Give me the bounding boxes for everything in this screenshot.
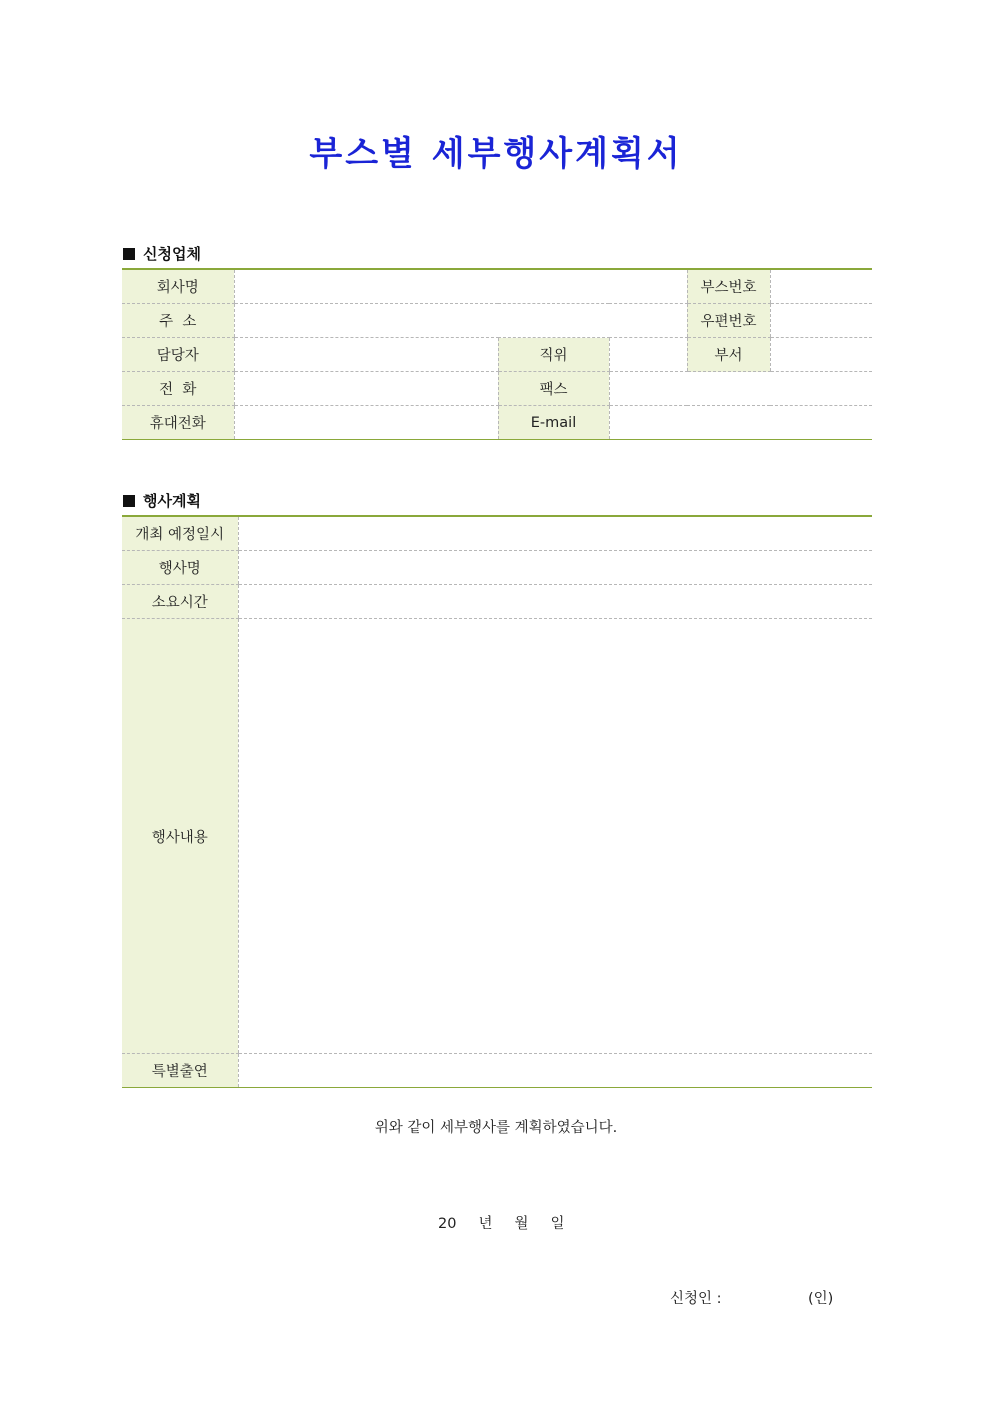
phone-label: 전 화 [122, 372, 234, 406]
table-row [122, 269, 872, 304]
event-name-label: 행사명 [122, 551, 238, 585]
table-row [122, 551, 872, 585]
table-row [122, 406, 872, 440]
postal-field[interactable] [770, 304, 872, 338]
fax-field[interactable] [609, 372, 872, 406]
year-label: 년 [478, 1216, 493, 1232]
address-label: 주 소 [122, 304, 234, 338]
special-guest-field[interactable] [238, 1054, 872, 1088]
position-field[interactable] [609, 338, 687, 372]
postal-label: 우편번호 [687, 304, 770, 338]
event-heading-text: 행사계획 [143, 492, 201, 510]
mobile-label: 휴대전화 [122, 406, 234, 440]
section-heading-event [123, 490, 201, 511]
signature-line [670, 1287, 834, 1308]
applicant-heading-text: 신청업체 [143, 245, 201, 263]
applicant-signature-label: 신청인 : [670, 1291, 722, 1307]
event-table [122, 515, 872, 1088]
contact-field[interactable] [234, 338, 498, 372]
address-field[interactable] [234, 304, 687, 338]
applicant-table [122, 268, 872, 440]
square-bullet-icon [123, 248, 135, 260]
table-row [122, 1054, 872, 1088]
table-row [122, 372, 872, 406]
square-bullet-icon [123, 495, 135, 507]
email-label: E-mail [498, 406, 609, 440]
month-label: 월 [514, 1216, 529, 1232]
event-content-label: 행사내용 [122, 619, 238, 1054]
booth-no-field[interactable] [770, 269, 872, 304]
event-name-field[interactable] [238, 551, 872, 585]
seal-mark: (인) [808, 1291, 834, 1307]
contact-label: 담당자 [122, 338, 234, 372]
duration-field[interactable] [238, 585, 872, 619]
table-row [122, 304, 872, 338]
table-row [122, 338, 872, 372]
event-date-label: 개최 예정일시 [122, 516, 238, 551]
phone-field[interactable] [234, 372, 498, 406]
table-row [122, 516, 872, 551]
company-field[interactable] [234, 269, 687, 304]
position-label: 직위 [498, 338, 609, 372]
table-row [122, 585, 872, 619]
table-row [122, 619, 872, 1054]
dept-label: 부서 [687, 338, 770, 372]
company-label: 회사명 [122, 269, 234, 304]
event-content-field[interactable] [238, 619, 872, 1054]
document-title: 부스별 세부행사계획서 [309, 134, 683, 174]
duration-label: 소요시간 [122, 585, 238, 619]
mobile-field[interactable] [234, 406, 498, 440]
booth-no-label: 부스번호 [687, 269, 770, 304]
fax-label: 팩스 [498, 372, 609, 406]
email-field[interactable] [609, 406, 872, 440]
dept-field[interactable] [770, 338, 872, 372]
day-label: 일 [550, 1216, 565, 1232]
event-date-field[interactable] [238, 516, 872, 551]
declaration-statement: 위와 같이 세부행사를 계획하였습니다. [374, 1120, 618, 1136]
special-guest-label: 특별출연 [122, 1054, 238, 1088]
section-heading-applicant [123, 243, 201, 264]
year-prefix: 20 [438, 1216, 457, 1232]
date-line [438, 1212, 587, 1233]
